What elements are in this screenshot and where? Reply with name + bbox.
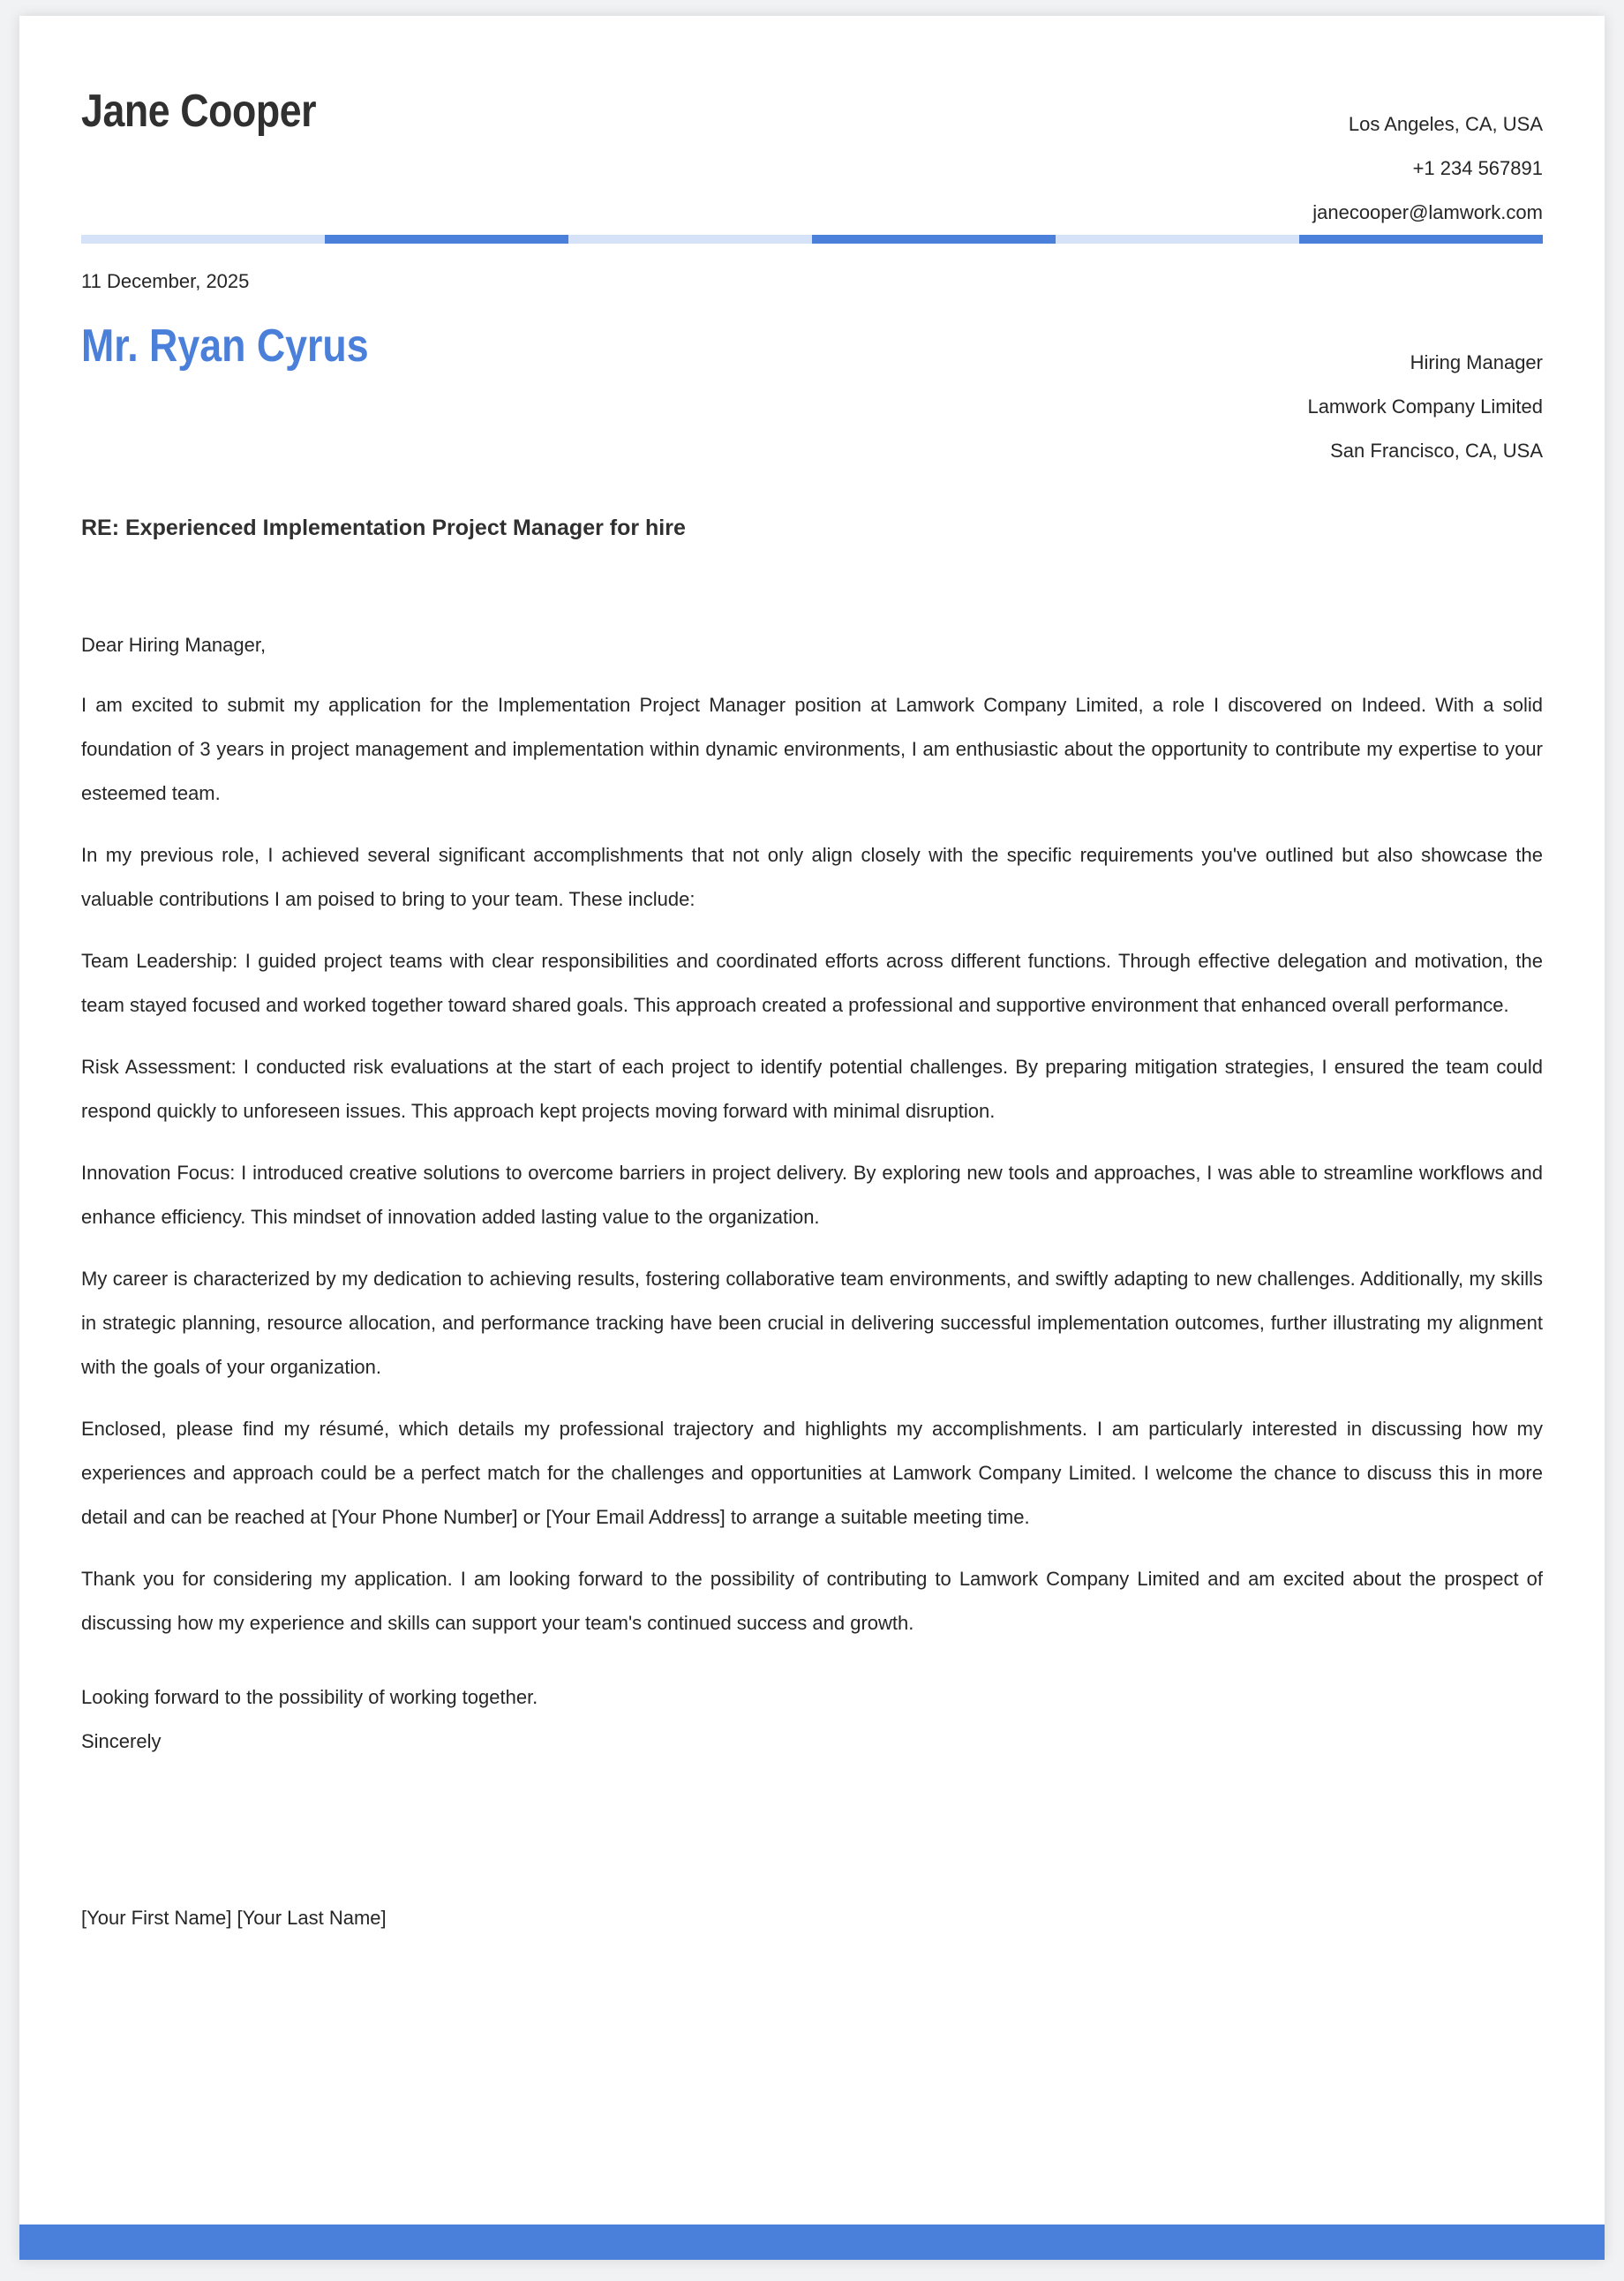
body-paragraph: Enclosed, please find my résumé, which details my professional trajectory and highlights my accomplishments. I am particularly interested in discussing how my experiences and approach could be a perfect match for the challenges and opportunities at Lamwork Company Limited. I welcome the chance to discuss this in more detail and can be reached at [Your Phone Number] or [Your Email Address] to arrange a suitable meeting time. — [81, 1418, 1543, 1528]
sender-email: janecooper@lamwork.com — [1312, 201, 1543, 223]
body-paragraph: My career is characterized by my dedication to achieving results, fostering collaborative team environments, and swiftly adapting to new challenges. Additionally, my skills in strategic planning, resource allocation, and performance tracking have been crucial in delivering successful implementation outcomes, further illustrating my alignment with the goals of your organization. — [81, 1268, 1543, 1378]
divider-segment — [812, 235, 1056, 244]
divider-segment — [568, 235, 812, 244]
recipient-company: Lamwork Company Limited — [1307, 395, 1543, 418]
sender-phone: +1 234 567891 — [1412, 157, 1543, 179]
body-paragraph: Team Leadership: I guided project teams with clear responsibilities and coordinated efforts across different functions. Through effective delegation and motivation, the team stayed focused and worked together toward shared goals. This approach created a professional and supportive environment that enhanced overall performance. — [81, 950, 1543, 1016]
footer-bar — [19, 2225, 1605, 2260]
letter-page — [19, 16, 1605, 2260]
letter-greeting: Dear Hiring Manager, — [81, 634, 267, 656]
closing-line: Looking forward to the possibility of working together. — [81, 1686, 538, 1708]
letter-subject: RE: Experienced Implementation Project Manager for hire — [81, 516, 686, 540]
body-paragraph: In my previous role, I achieved several significant accomplishments that not only align closely with the specific requirements you've outlined but also showcase the valuable contributions I am poised to bring to your team. These include: — [81, 844, 1543, 910]
letter-closing — [81, 1675, 538, 1764]
letter-body — [81, 623, 1543, 1663]
divider-segment — [1299, 235, 1543, 244]
sender-contact — [1312, 102, 1543, 235]
recipient-location: San Francisco, CA, USA — [1330, 440, 1543, 462]
body-paragraph: Innovation Focus: I introduced creative solutions to overcome barriers in project delivery. By exploring new tools and approaches, I was able to streamline workflows and enhance efficiency. This mindset of innovation added lasting value to the organization. — [81, 1162, 1543, 1228]
recipient-name: Mr. Ryan Cyrus — [81, 320, 369, 372]
divider-segment — [81, 235, 325, 244]
divider-segment — [1056, 235, 1299, 244]
recipient-title: Hiring Manager — [1410, 351, 1543, 373]
signature-name: [Your First Name] [Your Last Name] — [81, 1907, 387, 1929]
body-paragraph: Risk Assessment: I conducted risk evaluations at the start of each project to identify potential challenges. By preparing mitigation strategies, I ensured the team could respond quickly to unforeseen issues. This approach kept projects moving forward with minimal disruption. — [81, 1056, 1543, 1122]
recipient-info — [1307, 341, 1543, 473]
sign-off: Sincerely — [81, 1730, 162, 1752]
header-divider — [81, 235, 1543, 244]
sender-location: Los Angeles, CA, USA — [1348, 113, 1543, 135]
letter-date: 11 December, 2025 — [81, 270, 250, 292]
divider-segment — [325, 235, 568, 244]
sender-name: Jane Cooper — [81, 86, 317, 137]
body-paragraph: I am excited to submit my application for the Implementation Project Manager position at Lamwork Company Limited, a role I discovered on Indeed. With a solid foundation of 3 years in project management and implementation within dynamic environments, I am enthusiastic about the opportunity to contribute my expertise to your esteemed team. — [81, 694, 1543, 804]
body-paragraph: Thank you for considering my application. I am looking forward to the possibility of contributing to Lamwork Company Limited and am excited about the prospect of discussing how my experience and skills can support your team's continued success and growth. — [81, 1568, 1543, 1634]
